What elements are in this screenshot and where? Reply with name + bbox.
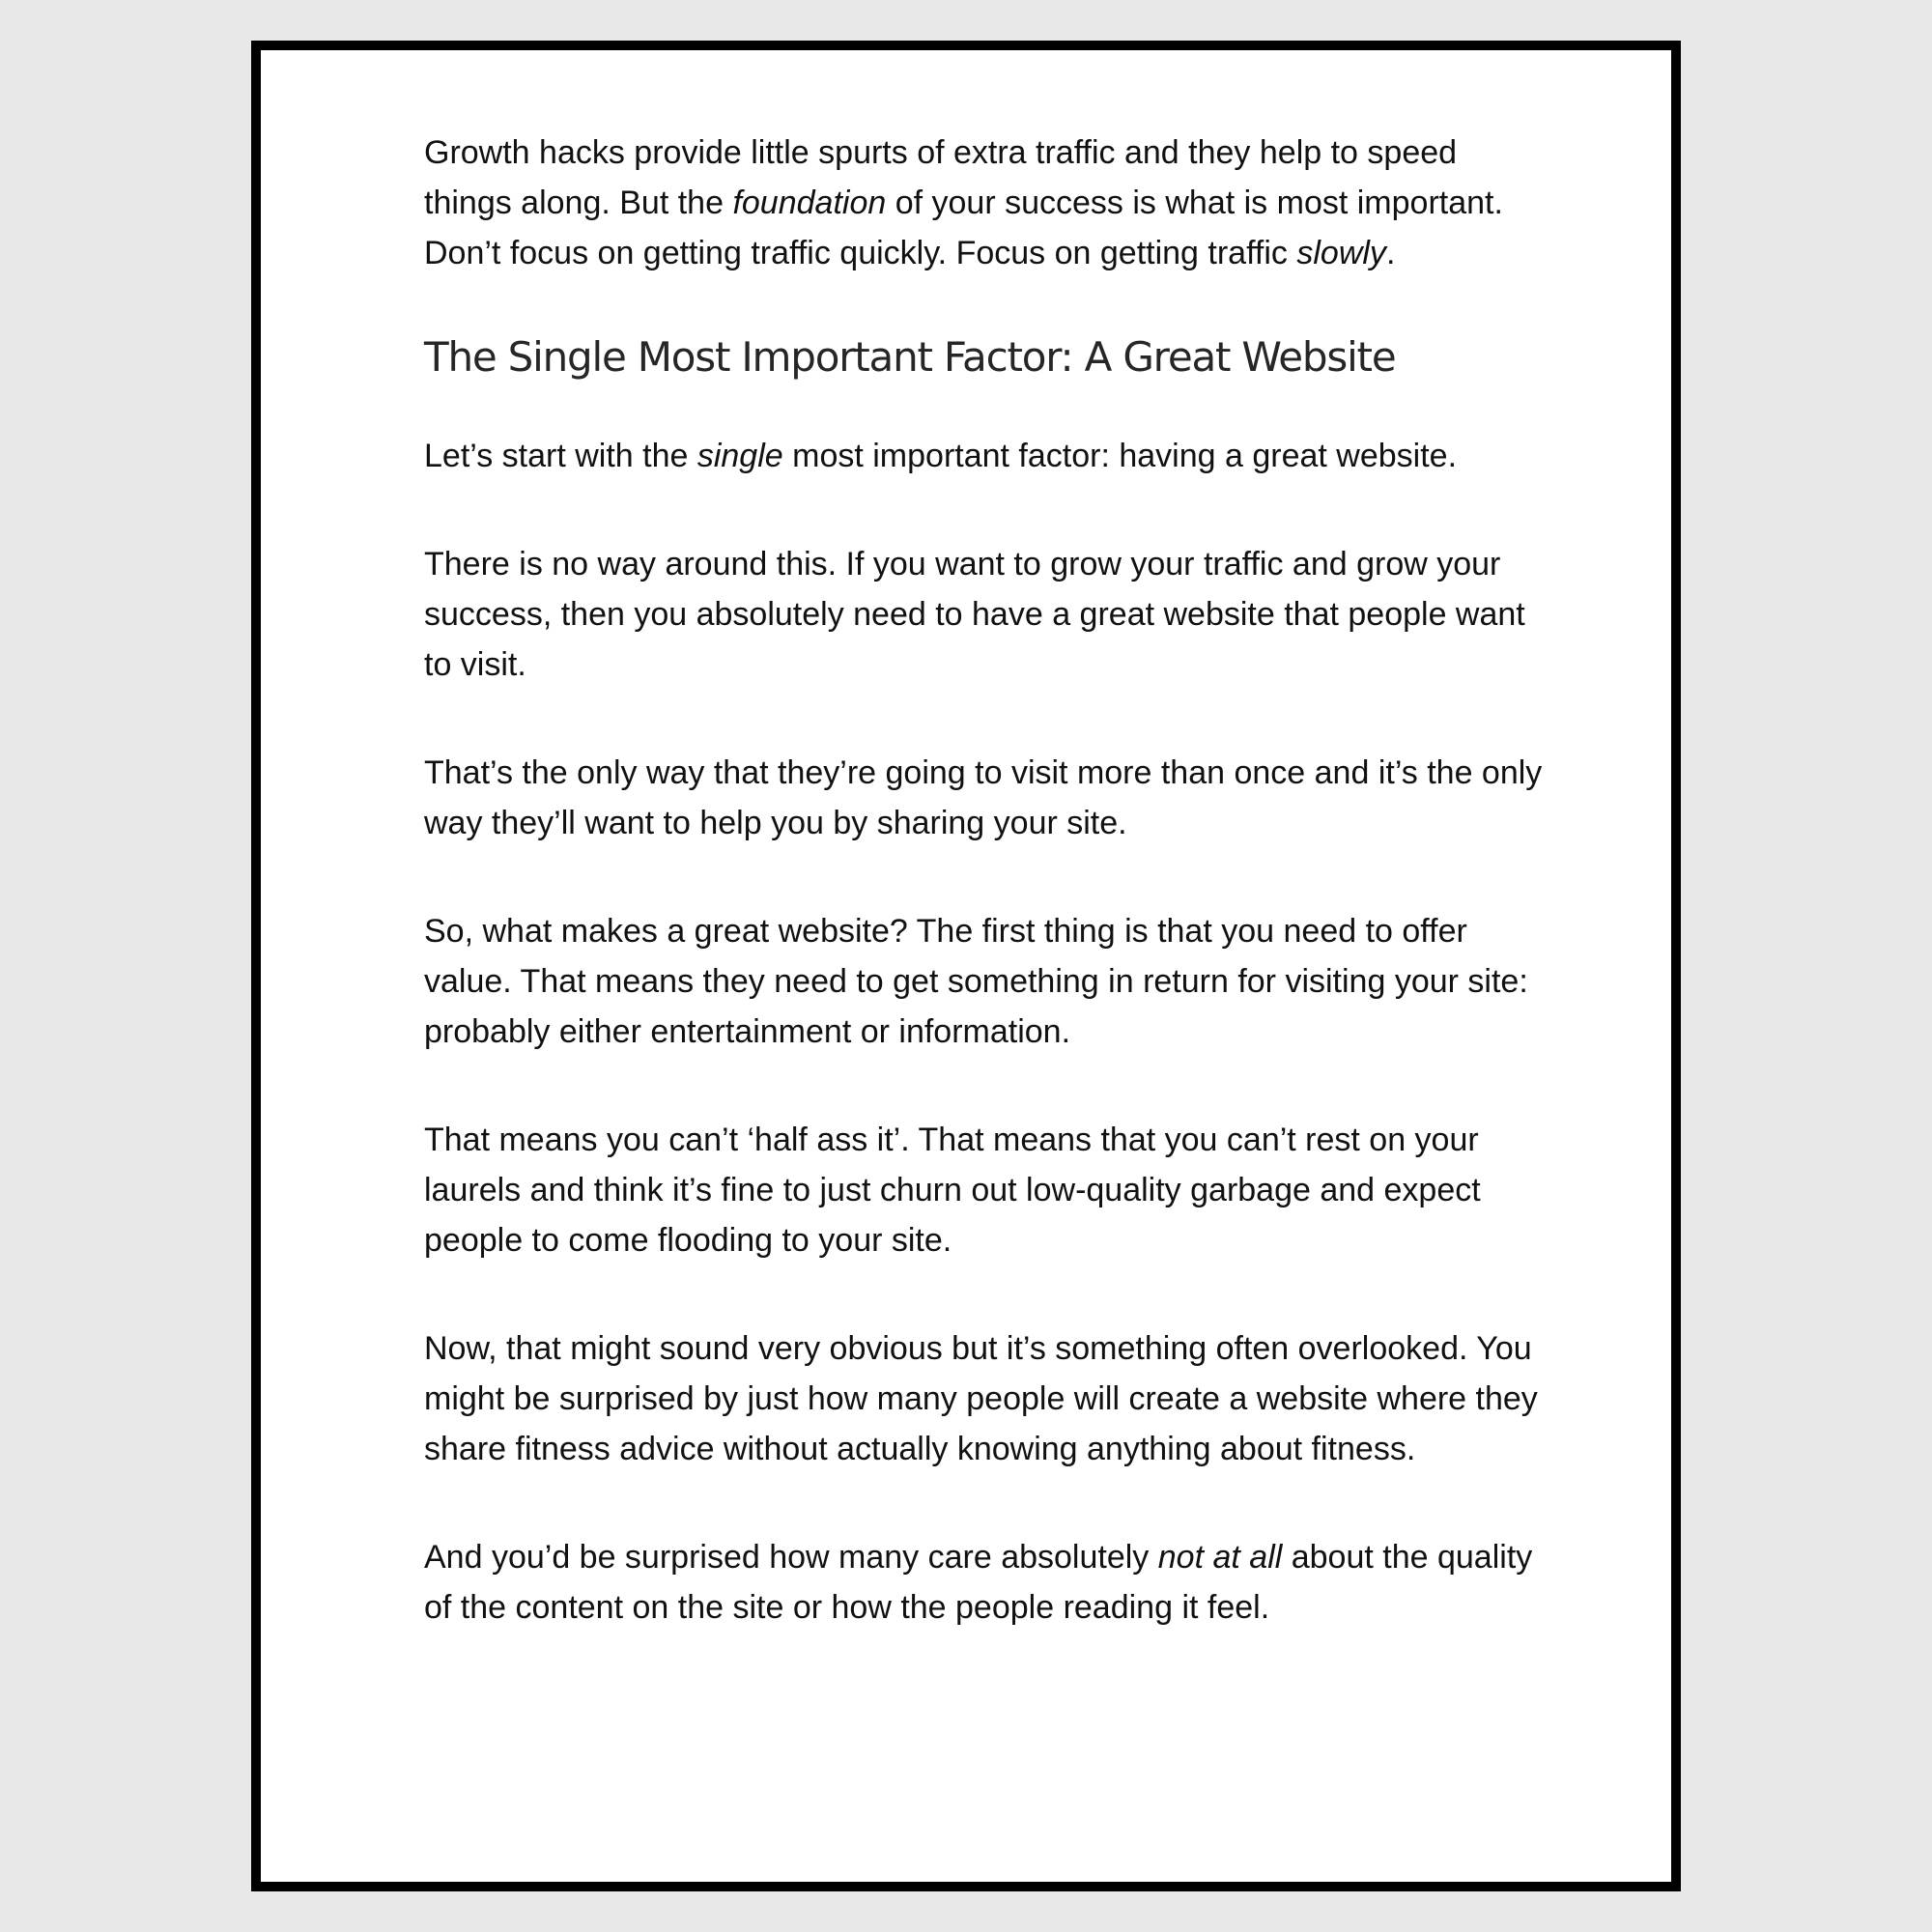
paragraph-half-ass: That means you can’t ‘half ass it’. That means that you can’t rest on your laurels and think it’s fine to just churn out low-quality garbage and expect people to come flooding to your site. [424, 1122, 1481, 1259]
paragraph-text: most important factor: having a great website. [782, 438, 1458, 474]
paragraph-single-factor [424, 431, 1545, 481]
paragraph-what-makes-great: So, what makes a great website? The first thing is that you need to offer value. That means they need to get something in return for visiting your site: probably either entertainment or information. [424, 913, 1528, 1050]
emphasis-foundation: foundation [732, 185, 887, 221]
paragraph-text: And you’d be surprised how many care absolutely [424, 1539, 1158, 1576]
paragraph-text: . [1385, 235, 1396, 271]
paragraph-text: Growth hacks provide little spurts of extra traffic and they help to speed things along. But the [424, 134, 1458, 221]
emphasis-single: single [696, 438, 783, 474]
emphasis-not-at-all: not at all [1157, 1539, 1283, 1576]
document-page [251, 41, 1681, 1891]
paragraph-no-way-around: There is no way around this. If you want to grow your traffic and grow your success, then you absolutely need to have a great website that people want to visit. [424, 546, 1525, 683]
section-heading: The Single Most Important Factor: A Great Website [424, 333, 1396, 381]
paragraph-only-way: That’s the only way that they’re going to visit more than once and it’s the only way they’ll want to help you by sharing your site. [424, 754, 1543, 841]
paragraph-surprised [424, 1532, 1545, 1633]
paragraph-obvious: Now, that might sound very obvious but it’s something often overlooked. You might be surprised by just how many people will create a website where they share fitness advice without actually knowing anything about fitness. [424, 1330, 1538, 1467]
emphasis-slowly: slowly [1296, 235, 1386, 271]
document-content [424, 128, 1545, 1690]
paragraph-growth-hacks [424, 128, 1545, 278]
paragraph-text: Let’s start with the [424, 438, 697, 474]
paragraph-text: of your success is what is most important. Don’t focus on getting traffic quickly. Focus on getting traffic [424, 185, 1503, 271]
paragraph-text: about the quality of the content on the site or how the people reading it feel. [424, 1539, 1533, 1626]
